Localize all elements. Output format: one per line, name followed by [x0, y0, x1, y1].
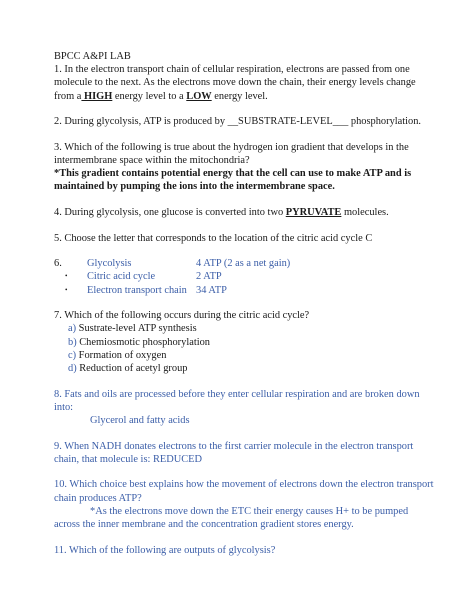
- q9-text: 9. When NADH donates electrons to the first carrier molecule in the electron transport chain, that molecule is: REDUCED: [54, 440, 414, 465]
- q7-question: [54, 309, 434, 322]
- q6-value: 4 ATP (2 as a net gain): [196, 258, 291, 270]
- q5-text: 5. Choose the letter that corresponds to the location of the citric acid cycle C: [54, 232, 373, 244]
- question-8: [54, 388, 434, 428]
- q10-answer: *As the electrons move down the ETC their energy causes H+ to be pumped across the inner membrane and the concentration gradient stores energy.: [54, 505, 409, 530]
- question-6: [54, 257, 434, 297]
- q6-item: Citric acid cycle: [87, 271, 156, 283]
- question-2: [54, 115, 434, 128]
- q7-option: [54, 349, 434, 362]
- question-11: [54, 544, 434, 557]
- question-5: [54, 232, 434, 245]
- q6-value: 2 ATP: [196, 271, 222, 283]
- q1-text-end: energy level.: [211, 90, 268, 102]
- question-9: [54, 440, 434, 466]
- q7-option-letter: c): [68, 349, 77, 361]
- q1-answer-high: HIGH: [81, 90, 113, 102]
- q6-row: [54, 284, 434, 297]
- question-3: [54, 141, 434, 194]
- question-10: [54, 478, 434, 531]
- q6-item: Electron transport chain: [87, 284, 187, 296]
- q7-question-text: 7. Which of the following occurs during the citric acid cycle?: [54, 310, 310, 322]
- question-4: [54, 206, 434, 219]
- q1-text-mid: energy level to a: [112, 90, 187, 102]
- q1-text: 1. In the electron transport chain of cellular respiration, electrons are passed from one molecule to the next. As the electrons move down the chain, their energy levels change from a: [54, 64, 416, 102]
- q7-option-text: Reduction of acetyl group: [76, 362, 188, 374]
- q6-item: Glycolysis: [87, 258, 132, 270]
- question-1: [54, 63, 434, 103]
- q2-text: 2. During glycolysis, ATP is produced by __SUBSTRATE-LEVEL___ phosphorylation.: [54, 116, 422, 128]
- bullet-icon: •: [65, 285, 68, 294]
- q4-text: 4. During glycolysis, one glucose is converted into two: [54, 207, 286, 218]
- bullet-icon: •: [65, 272, 68, 281]
- q7-option-text: Sustrate-level ATP synthesis: [76, 323, 197, 335]
- q7-option-text: Formation of oxygen: [76, 349, 167, 361]
- q6-value: 34 ATP: [196, 284, 227, 296]
- q3-question: 3. Which of the following is true about the hydrogen ion gradient that develops in the intermembrane space within the mitochondria?: [54, 141, 409, 166]
- q10-question: 10. Which choice best explains how the movement of electrons down the electron transport chain produces ATP?: [54, 479, 434, 504]
- lab-document: [54, 50, 434, 569]
- q11-text: 11. Which of the following are outputs of glycolysis?: [54, 544, 276, 556]
- q3-answer: *This gradient contains potential energy that the cell can use to make ATP and is maintained by pumping the ions into the intermembrane space.: [54, 168, 412, 193]
- q7-option: [54, 362, 434, 375]
- question-7: [54, 309, 434, 375]
- q4-answer: PYRUVATE: [285, 207, 342, 218]
- q6-row: [54, 257, 434, 270]
- q7-option-text: Chemiosmotic phosphorylation: [76, 336, 210, 348]
- q7-option: [54, 322, 434, 335]
- q7-option-letter: d): [68, 362, 77, 374]
- q4-text-end: molecules.: [341, 207, 389, 218]
- document-header: BPCC A&PI LAB: [54, 51, 131, 62]
- q6-row: [54, 270, 434, 283]
- q6-number: 6.: [54, 258, 62, 270]
- q8-question: 8. Fats and oils are processed before they enter cellular respiration and are broken down into:: [54, 388, 420, 413]
- q7-option: [54, 336, 434, 349]
- q1-answer-low: LOW: [186, 90, 212, 102]
- q7-option-letter: a): [68, 323, 77, 335]
- q7-option-letter: b): [68, 336, 77, 348]
- q8-answer: Glycerol and fatty acids: [90, 414, 190, 426]
